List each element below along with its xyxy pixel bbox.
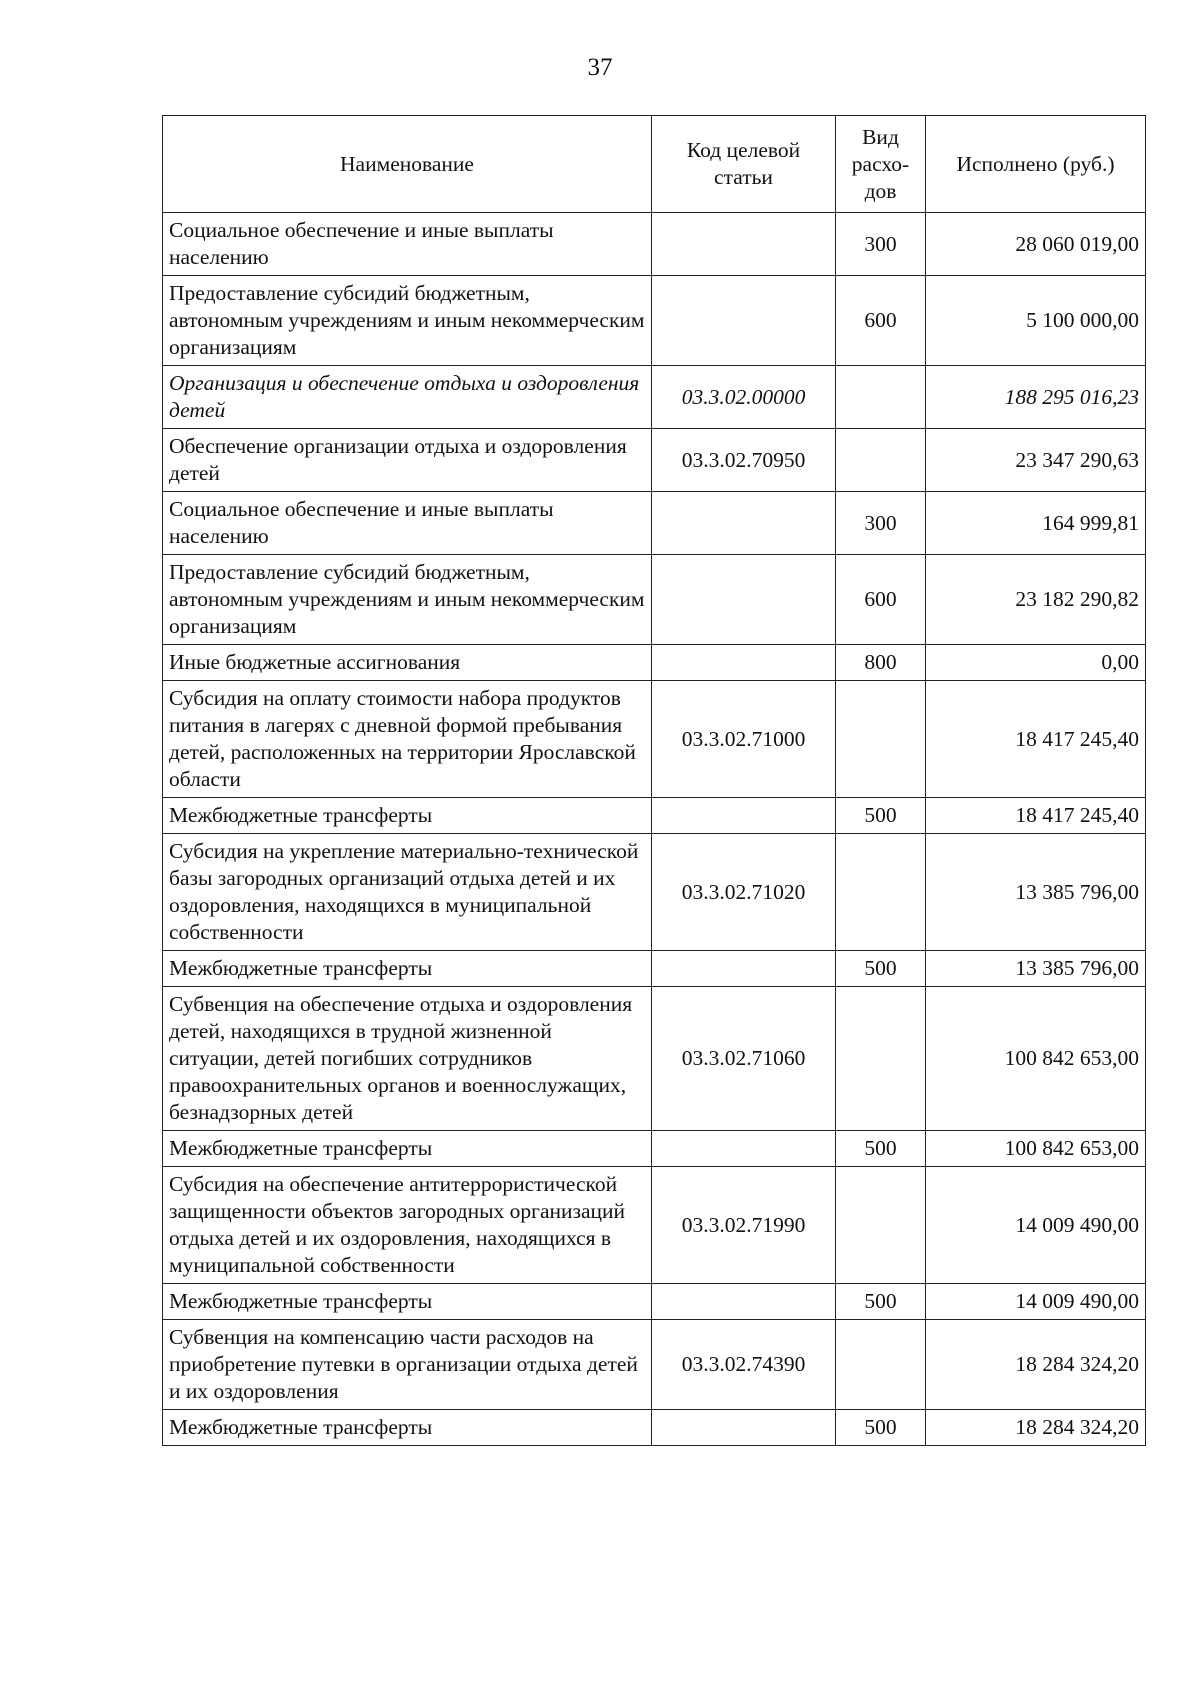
name-cell: Межбюджетные трансферты (163, 1131, 652, 1167)
amount-cell: 23 347 290,63 (926, 429, 1146, 492)
name-cell: Социальное обеспечение и иные выплаты населению (163, 213, 652, 276)
expense-type-cell: 500 (836, 1410, 926, 1446)
amount-cell: 18 417 245,40 (926, 798, 1146, 834)
table-row (163, 492, 1146, 555)
amount-cell: 18 284 324,20 (926, 1320, 1146, 1410)
table-row (163, 1284, 1146, 1320)
amount-cell: 18 417 245,40 (926, 681, 1146, 798)
name-cell: Субсидия на укрепление материально-технической базы загородных организаций отдыха детей и их оздоровления, находящихся в муниципальной собственности (163, 834, 652, 951)
amount-cell: 14 009 490,00 (926, 1284, 1146, 1320)
table-row (163, 834, 1146, 951)
header-name: Наименование (163, 116, 652, 213)
expense-type-cell: 600 (836, 276, 926, 366)
target-code-cell (652, 1131, 836, 1167)
target-code-cell (652, 492, 836, 555)
table-row (163, 276, 1146, 366)
expense-type-cell (836, 1167, 926, 1284)
expense-type-cell: 800 (836, 645, 926, 681)
table-row (163, 1320, 1146, 1410)
table-row (163, 366, 1146, 429)
amount-cell: 188 295 016,23 (926, 366, 1146, 429)
expense-type-cell: 500 (836, 798, 926, 834)
table-row (163, 1410, 1146, 1446)
amount-cell: 23 182 290,82 (926, 555, 1146, 645)
name-cell: Субвенция на обеспечение отдыха и оздоровления детей, находящихся в трудной жизненной ситуации, детей погибших сотрудников правоохранительных органов и военнослужащих, безнадзорных детей (163, 987, 652, 1131)
header-amount: Исполнено (руб.) (926, 116, 1146, 213)
amount-cell: 100 842 653,00 (926, 1131, 1146, 1167)
expense-type-cell: 500 (836, 951, 926, 987)
amount-cell: 5 100 000,00 (926, 276, 1146, 366)
amount-cell: 164 999,81 (926, 492, 1146, 555)
expense-type-cell: 500 (836, 1131, 926, 1167)
target-code-cell (652, 798, 836, 834)
target-code-cell: 03.3.02.71990 (652, 1167, 836, 1284)
expense-type-cell (836, 834, 926, 951)
target-code-cell: 03.3.02.71060 (652, 987, 836, 1131)
target-code-cell (652, 645, 836, 681)
target-code-cell (652, 276, 836, 366)
name-cell: Обеспечение организации отдыха и оздоровления детей (163, 429, 652, 492)
name-cell: Организация и обеспечение отдыха и оздоровления детей (163, 366, 652, 429)
expense-type-cell (836, 1320, 926, 1410)
name-cell: Межбюджетные трансферты (163, 798, 652, 834)
amount-cell: 0,00 (926, 645, 1146, 681)
expense-type-cell (836, 429, 926, 492)
target-code-cell (652, 1410, 836, 1446)
target-code-cell: 03.3.02.74390 (652, 1320, 836, 1410)
table-row (163, 951, 1146, 987)
table-row (163, 213, 1146, 276)
name-cell: Предоставление субсидий бюджетным, автономным учреждениям и иным некоммерческим организациям (163, 276, 652, 366)
name-cell: Иные бюджетные ассигнования (163, 645, 652, 681)
amount-cell: 14 009 490,00 (926, 1167, 1146, 1284)
page-number: 37 (587, 54, 613, 81)
table-row (163, 681, 1146, 798)
expense-type-cell: 500 (836, 1284, 926, 1320)
name-cell: Субсидия на оплату стоимости набора продуктов питания в лагерях с дневной формой пребывания детей, расположенных на территории Ярославской области (163, 681, 652, 798)
target-code-cell: 03.3.02.71000 (652, 681, 836, 798)
name-cell: Субсидия на обеспечение антитеррористической защищенности объектов загородных организаций отдыха детей и их оздоровления, находящихся в муниципальной собственности (163, 1167, 652, 1284)
expense-type-cell: 300 (836, 492, 926, 555)
table-row (163, 987, 1146, 1131)
expense-type-cell (836, 681, 926, 798)
table-row (163, 429, 1146, 492)
header-code: Код целевой статьи (652, 116, 836, 213)
target-code-cell: 03.3.02.70950 (652, 429, 836, 492)
target-code-cell (652, 1284, 836, 1320)
name-cell: Социальное обеспечение и иные выплаты населению (163, 492, 652, 555)
name-cell: Межбюджетные трансферты (163, 1410, 652, 1446)
budget-table (162, 115, 1146, 1446)
expense-type-cell: 600 (836, 555, 926, 645)
table-header-row (163, 116, 1146, 213)
target-code-cell (652, 951, 836, 987)
amount-cell: 18 284 324,20 (926, 1410, 1146, 1446)
target-code-cell: 03.3.02.71020 (652, 834, 836, 951)
header-type: Вид расхо-дов (836, 116, 926, 213)
amount-cell: 13 385 796,00 (926, 834, 1146, 951)
target-code-cell: 03.3.02.00000 (652, 366, 836, 429)
table-row (163, 798, 1146, 834)
amount-cell: 13 385 796,00 (926, 951, 1146, 987)
amount-cell: 28 060 019,00 (926, 213, 1146, 276)
table-body (163, 213, 1146, 1446)
name-cell: Межбюджетные трансферты (163, 951, 652, 987)
expense-type-cell (836, 987, 926, 1131)
amount-cell: 100 842 653,00 (926, 987, 1146, 1131)
expense-type-cell: 300 (836, 213, 926, 276)
table-row (163, 1167, 1146, 1284)
expense-type-cell (836, 366, 926, 429)
table-row (163, 555, 1146, 645)
target-code-cell (652, 213, 836, 276)
table-row (163, 1131, 1146, 1167)
name-cell: Субвенция на компенсацию части расходов на приобретение путевки в организации отдыха детей и их оздоровления (163, 1320, 652, 1410)
table-row (163, 645, 1146, 681)
target-code-cell (652, 555, 836, 645)
name-cell: Предоставление субсидий бюджетным, автономным учреждениям и иным некоммерческим организациям (163, 555, 652, 645)
name-cell: Межбюджетные трансферты (163, 1284, 652, 1320)
